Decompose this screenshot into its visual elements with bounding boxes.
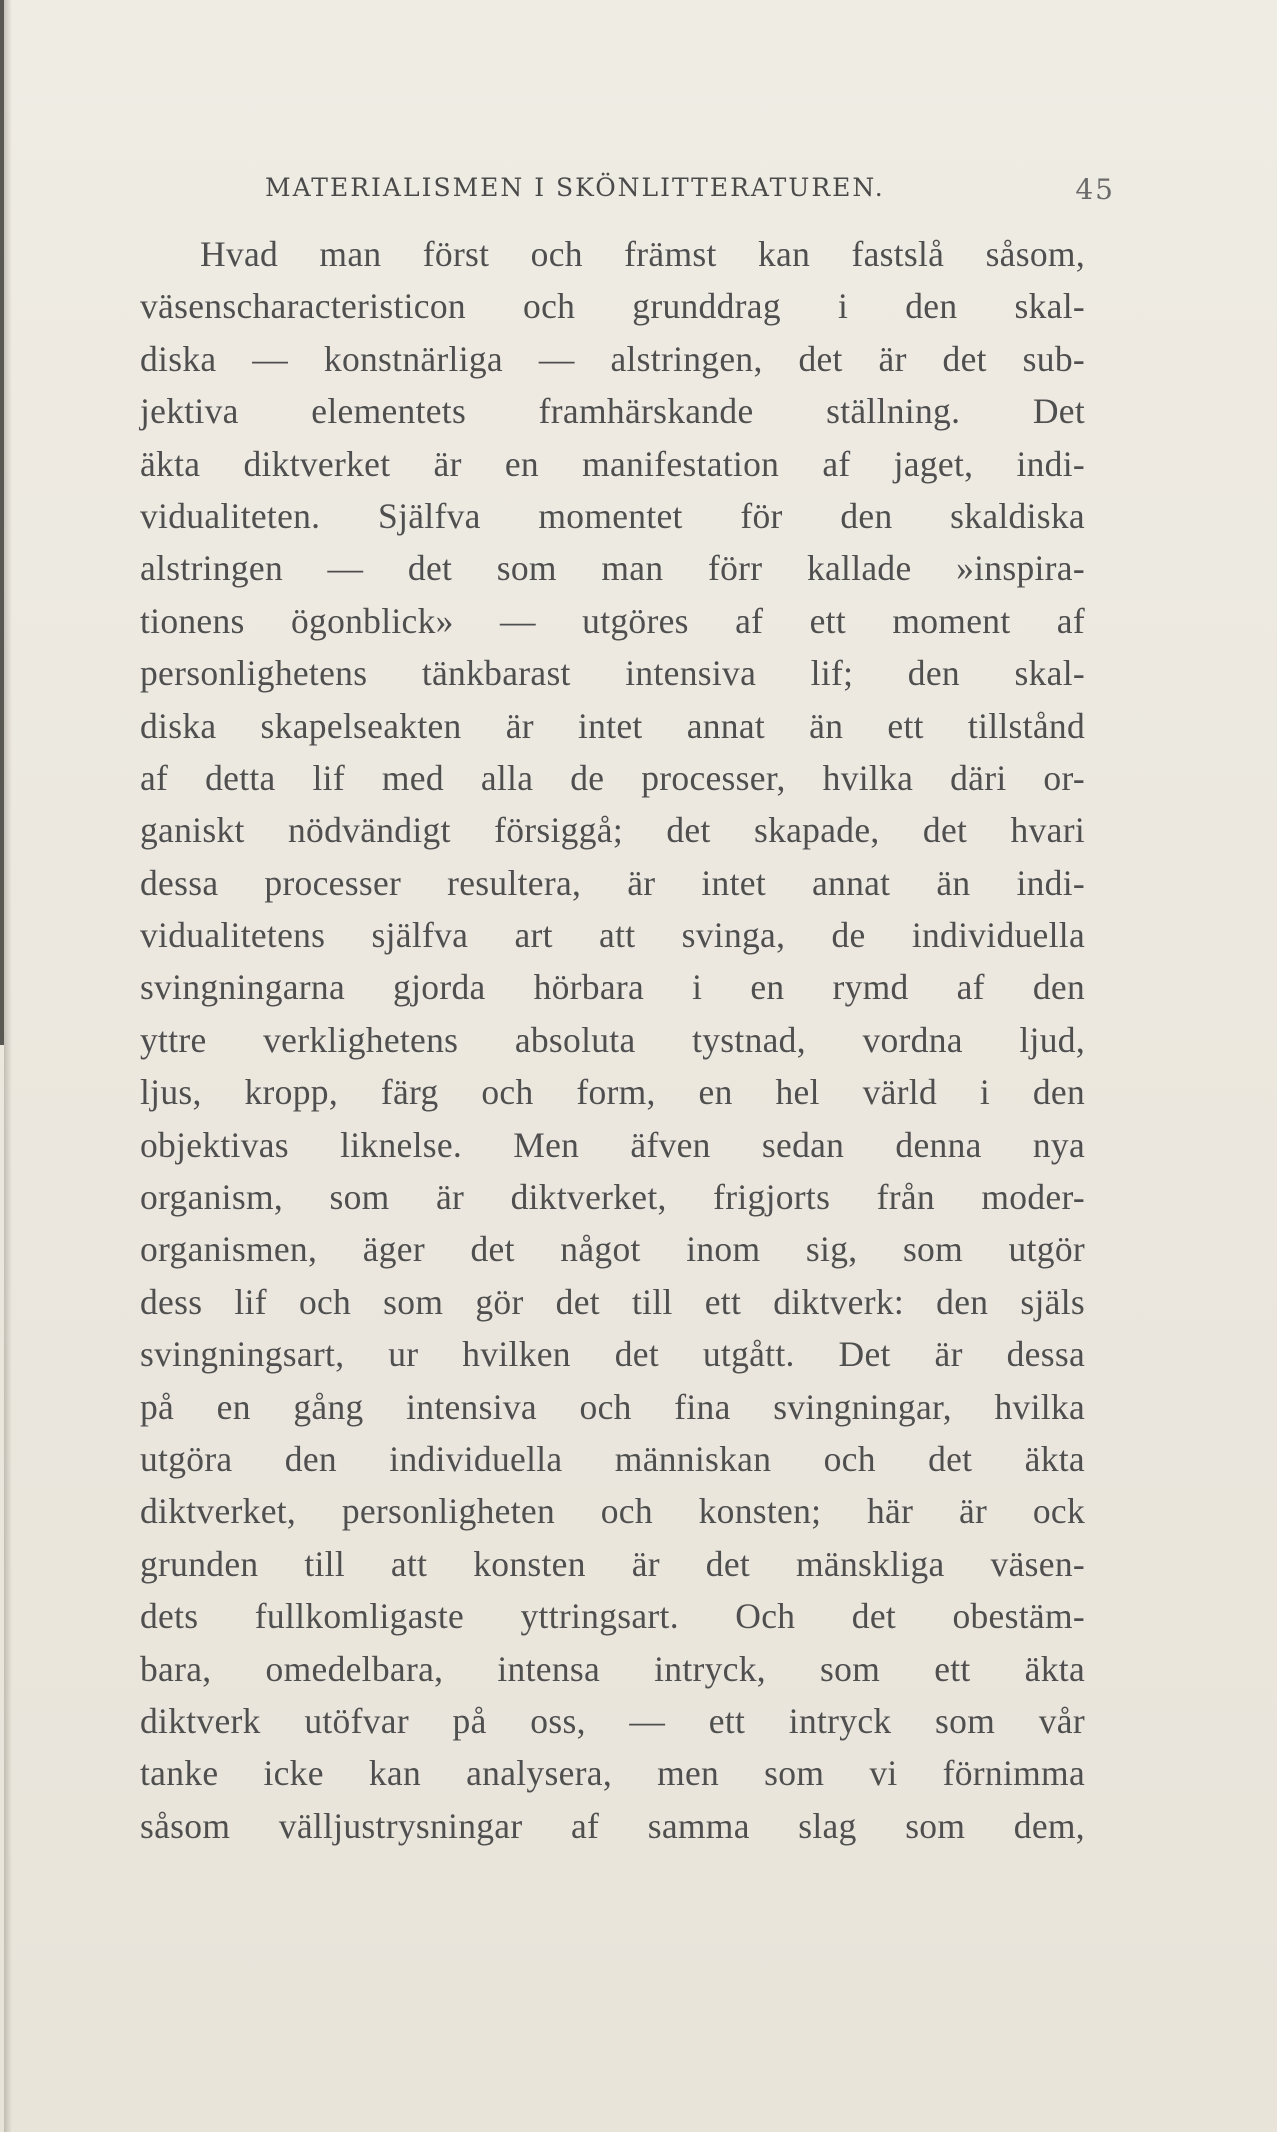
text-line: yttre verklighetens absoluta tystnad, vordna ljud, — [140, 1019, 1085, 1060]
text-line: ljus, kropp, färg och form, en hel värld i den — [140, 1072, 1085, 1113]
text-line: Hvad man först och främst kan fastslå såsom, — [200, 234, 1085, 274]
running-head-title: MATERIALISMEN I SKÖNLITTERATUREN. — [265, 173, 885, 202]
text-line: personlighetens tänkbarast intensiva lif; den skal- — [140, 653, 1085, 694]
text-line: svingningsart, ur hvilken det utgått. Det är dessa — [140, 1334, 1085, 1375]
text-line: jektiva elementets framhärskande ställning. Det — [140, 391, 1085, 432]
text-line: bara, omedelbara, intensa intryck, som ett äkta — [140, 1648, 1085, 1689]
text-line: vidualitetens själfva art att svinga, de individuella — [140, 915, 1085, 956]
text-line: dess lif och som gör det till ett diktverk: den själs — [140, 1281, 1085, 1322]
text-line: tanke icke kan analysera, men som vi förnimma — [140, 1753, 1085, 1794]
text-line: diktverket, personligheten och konsten; här är ock — [140, 1491, 1085, 1532]
text-line: dets fullkomligaste yttringsart. Och det obestäm- — [140, 1596, 1085, 1637]
binding-shadow — [4, 0, 12, 2132]
page-number: 45 — [1075, 173, 1115, 206]
text-line: organism, som är diktverket, frigjorts från moder- — [140, 1177, 1085, 1218]
text-line: diska — konstnärliga — alstringen, det är det sub- — [140, 338, 1085, 379]
text-line: af detta lif med alla de processer, hvilka däri or- — [140, 757, 1085, 798]
text-line: väsenscharacteristicon och grunddrag i den skal- — [140, 286, 1085, 327]
text-line: diska skapelseakten är intet annat än ett tillstånd — [140, 705, 1085, 746]
text-line: dessa processer resultera, är intet annat än indi- — [140, 862, 1085, 903]
text-line: organismen, äger det något inom sig, som utgör — [140, 1229, 1085, 1270]
running-head — [265, 173, 1115, 213]
text-line: ganiskt nödvändigt försiggå; det skapade, det hvari — [140, 810, 1085, 851]
text-line: äkta diktverket är en manifestation af jaget, indi- — [140, 443, 1085, 484]
text-line: objektivas liknelse. Men äfven sedan denna nya — [140, 1124, 1085, 1165]
text-line: svingningarna gjorda hörbara i en rymd af den — [140, 967, 1085, 1008]
text-line: utgöra den individuella människan och det äkta — [140, 1438, 1085, 1479]
text-line: såsom välljustrysningar af samma slag som dem, — [140, 1805, 1085, 1846]
text-line: alstringen — det som man förr kallade »inspira- — [140, 548, 1085, 589]
text-line: vidualiteten. Själfva momentet för den skaldiska — [140, 495, 1085, 536]
text-line: diktverk utöfvar på oss, — ett intryck som vår — [140, 1700, 1085, 1741]
text-line: tionens ögonblick» — utgöres af ett moment af — [140, 600, 1085, 641]
body-paragraph — [140, 228, 1085, 1852]
text-line: grunden till att konsten är det mänskliga väsen- — [140, 1543, 1085, 1584]
text-line: på en gång intensiva och fina svingningar, hvilka — [140, 1386, 1085, 1427]
